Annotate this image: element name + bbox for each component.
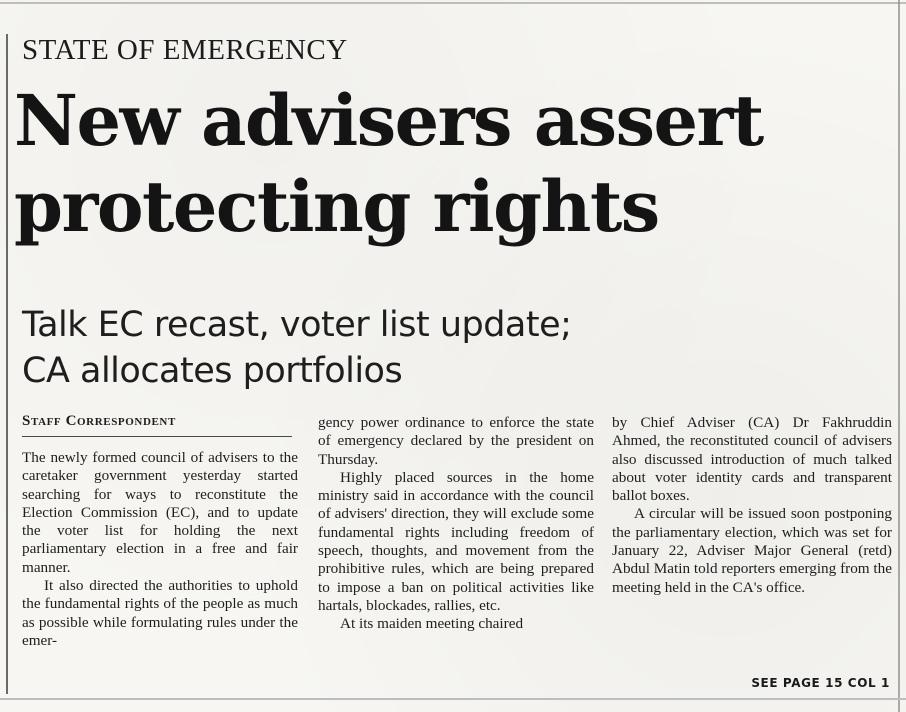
continuation-reference: SEE PAGE 15 COL 1 — [751, 676, 890, 690]
paragraph: At its maiden meeting chaired — [340, 615, 524, 633]
paragraph: by Chief Adviser (CA) Dr Fakhruddin Ahmed, the reconstituted council of advisers also discussed introduction of much talked about voter identity cards and transparent ballot boxes. — [612, 414, 892, 505]
left-column-rule — [6, 34, 8, 694]
byline-rule — [22, 436, 292, 437]
headline-line-1: New advisers assert — [14, 79, 763, 162]
article-column-3 — [612, 414, 892, 597]
paragraph: gency power ordinance to enforce the state of emergency declared by the president on Thursday. — [318, 414, 594, 468]
paragraph: Highly placed sources in the home ministry said in accordance with the council of advisers' direction, they will exclude some fundamental rights including freedom of speech, thoughts, and movement from the prohibitive rules, which are being prepared to impose a ban on political activities like hartals, blockades, rallies, etc. — [318, 468, 594, 614]
headline — [14, 78, 894, 250]
paragraph: It also directed the authorities to uphold the fundamental rights of the people as much as possible while formulating rules under the emer- — [22, 577, 298, 649]
headline-line-2: protecting rights — [14, 165, 659, 248]
top-rule — [0, 2, 906, 4]
subheadline-line-2: CA allocates portfolios — [22, 351, 403, 391]
article-column-1 — [22, 412, 298, 650]
article-column-2 — [318, 414, 594, 634]
subheadline-line-1: Talk EC recast, voter list update; — [22, 305, 572, 345]
paragraph: The newly formed council of advisers to the caretaker government yesterday started searching for ways to reconstitute the Election Commission (EC), and to update the voter list for holding the next parliamentary election in a free and fair manner. — [22, 449, 298, 576]
subheadline — [22, 302, 892, 394]
right-edge-rule — [898, 0, 900, 712]
kicker: STATE OF EMERGENCY — [22, 34, 348, 66]
bottom-rule — [0, 698, 906, 700]
byline: Staff Correspondent — [22, 413, 176, 429]
paragraph: A circular will be issued soon postponing the parliamentary election, which was set for January 22, Adviser Major General (retd) Abdul Matin told reporters emerging from the meeting held in the CA's office. — [612, 505, 892, 596]
